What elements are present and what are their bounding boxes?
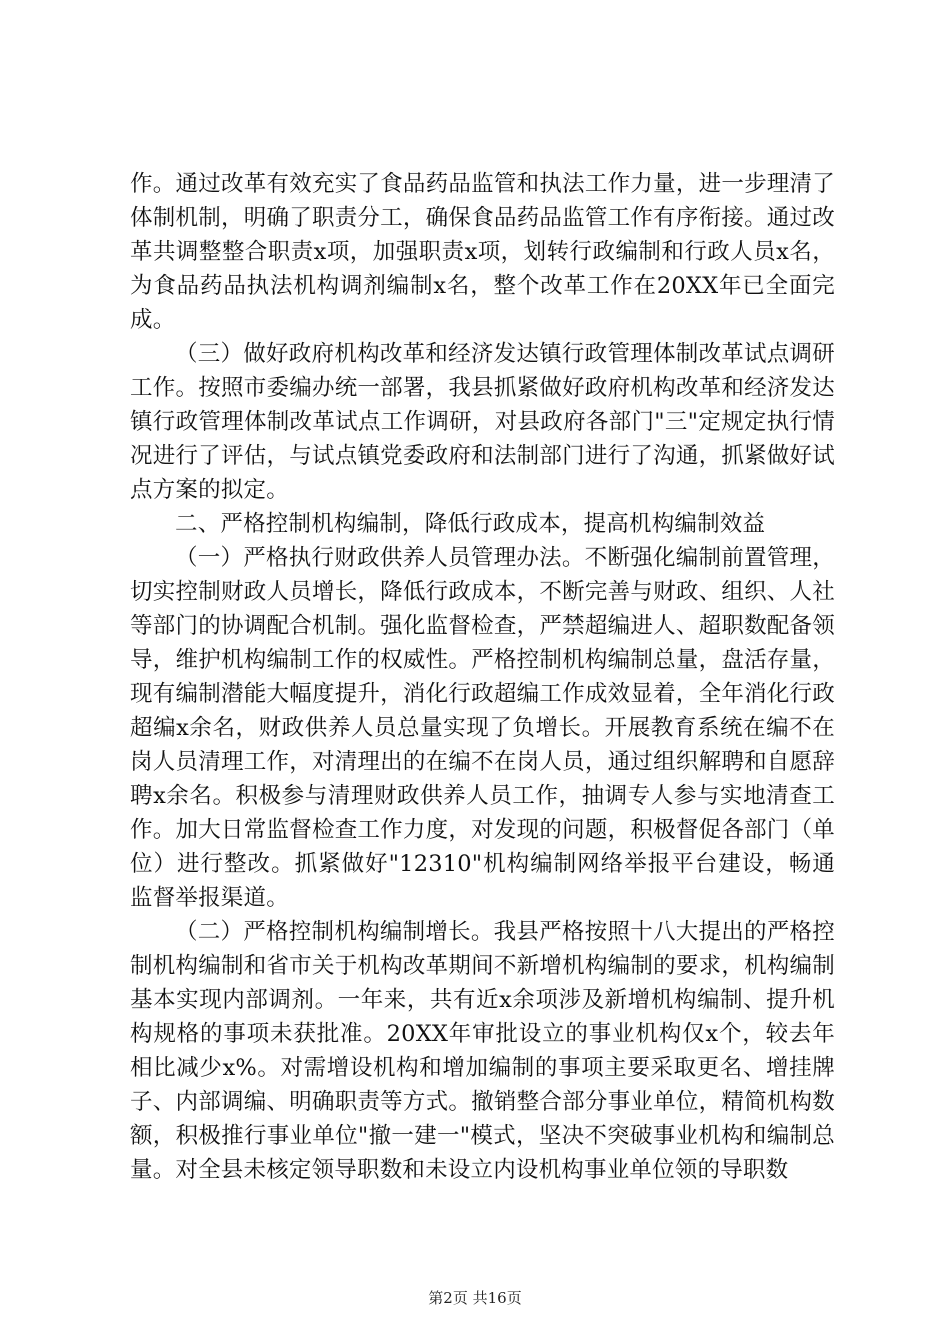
paragraph-section-3: （三）做好政府机构改革和经济发达镇行政管理体制改革试点调研工作。按照市委编办统一部署，我县抓紧做好政府机构改革和经济发达镇行政管理体制改革试点工作调研，对县政府各部门"三"定规定执行情况进行了评估，与试点镇党委政府和法制部门进行了沟通，抓紧做好试点方案的拟定。 (130, 341, 835, 503)
paragraph-continuation: 作。通过改革有效充实了食品药品监管和执法工作力量，进一步理清了体制机制，明确了职责分工，确保食品药品监管工作有序衔接。通过改革共调整整合职责x项，加强职责x项，划转行政编制和行政人员x名，为食品药品执法机构调剂编制x名，整个改革工作在20XX年已全面完成。 (130, 171, 835, 333)
paragraph-subsection-2: （二）严格控制机构编制增长。我县严格按照十八大提出的严格控制机构编制和省市关于机构改革期间不新增机构编制的要求，机构编制基本实现内部调剂。一年来，共有近x余项涉及新增机构编制、提升机构规格的事项未获批准。20XX年审批设立的事业机构仅x个，较去年相比减少x%。对需增设机构和增加编制的事项主要采取更名、增挂牌子、内部调编、明确职责等方式。撤销整合部分事业单位，精简机构数额，积极推行事业单位"撤一建一"模式，坚决不突破事业机构和编制总量。对全县未核定领导职数和未设立内设机构事业单位领的导职数 (130, 919, 835, 1183)
section-heading-2: 二、严格控制机构编制，降低行政成本，提高机构编制效益 (175, 511, 766, 537)
document-body (130, 167, 835, 1187)
page-number-footer: 第2页 共16页 (428, 1289, 522, 1307)
paragraph-subsection-1: （一）严格执行财政供养人员管理办法。不断强化编制前置管理，切实控制财政人员增长，降低行政成本，不断完善与财政、组织、人社等部门的协调配合机制。强化监督检查，严禁超编进人、超职数配备领导，维护机构编制工作的权威性。严格控制机构编制总量，盘活存量，现有编制潜能大幅度提升，消化行政超编工作成效显着，全年消化行政超编x余名，财政供养人员总量实现了负增长。开展教育系统在编不在岗人员清理工作，对清理出的在编不在岗人员，通过组织解聘和自愿辞聘x余名。积极参与清理财政供养人员工作，抽调专人参与实地清查工作。加大日常监督检查工作力度，对发现的问题，积极督促各部门（单位）进行整改。抓紧做好"12310"机构编制网络举报平台建设，畅通监督举报渠道。 (130, 545, 835, 911)
